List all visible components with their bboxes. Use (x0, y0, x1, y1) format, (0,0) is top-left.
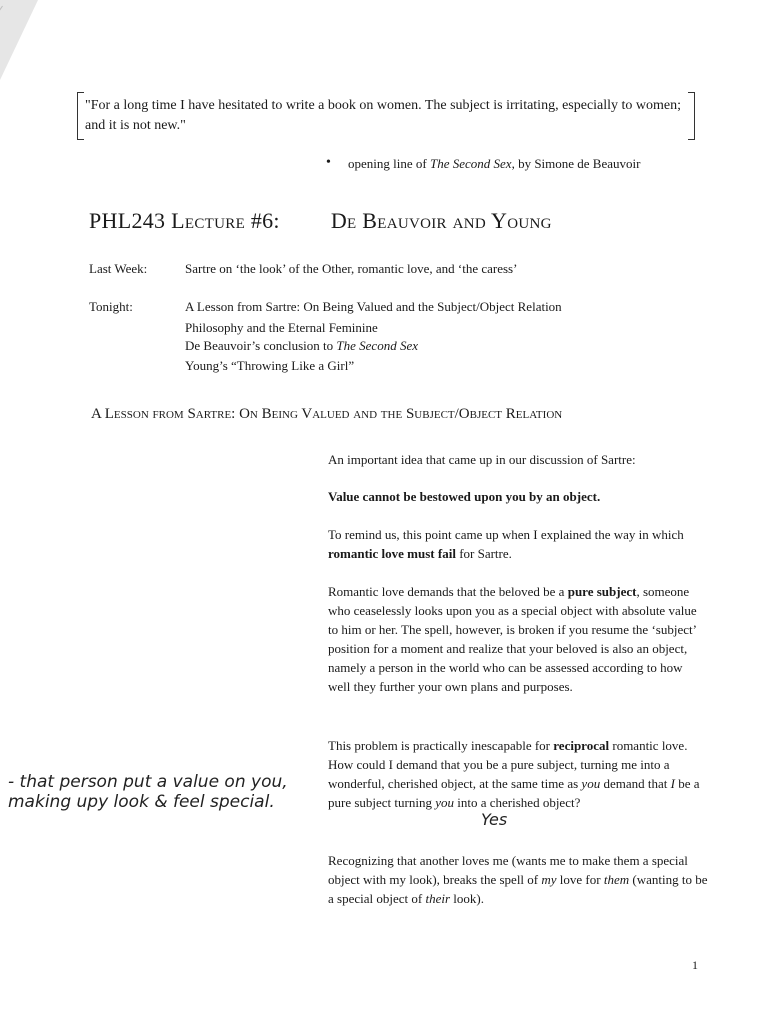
body-paragraph-6: Recognizing that another loves me (wants me to make them a special object with my look), breaks the spell of my love for them (wanting to be a special object of their look). (328, 853, 708, 906)
body-paragraph-3: To remind us, this point came up when I explained the way in which romantic love must fail for Sartre. (328, 527, 684, 561)
handwritten-margin-note: - that person put a value on you, making upy look & feel special. (8, 772, 288, 812)
quote-attribution (326, 155, 641, 172)
body-paragraph-2: Value cannot be bestowed upon you by an object. (328, 489, 601, 504)
tonight-label: Tonight: (89, 299, 133, 314)
body-paragraph-1: An important idea that came up in our discussion of Sartre: (328, 452, 636, 467)
attribution-suffix: , by Simone de Beauvoir (511, 156, 641, 171)
attribution-prefix: opening line of (348, 156, 430, 171)
last-week-text: Sartre on ‘the look’ of the Other, romantic love, and ‘the caress’ (185, 261, 518, 276)
page-corner-fold (0, 0, 38, 80)
course-title: PHL243 Lecture #6: (89, 208, 280, 233)
attribution-book: The Second Sex (429, 156, 512, 171)
section-heading: A Lesson from Sartre: On Being Valued and the Subject/Object Relation (91, 406, 563, 422)
tonight-item-3: De Beauvoir’s conclusion to The Second Sex (185, 338, 418, 353)
quote-bracket-right (688, 92, 695, 140)
lecture-title (89, 208, 552, 234)
tonight-item-2: Philosophy and the Eternal Feminine (185, 320, 378, 335)
last-week-label: Last Week: (89, 261, 148, 276)
opening-quote: "For a long time I have hesitated to write a book on women. The subject is irritating, especially to women; and it is not new." (85, 98, 682, 133)
topic-title: De Beauvoir and Young (330, 208, 552, 233)
page-number: 1 (692, 958, 698, 972)
handwritten-yes: Yes (481, 810, 508, 829)
bullet-icon: • (326, 155, 331, 170)
tonight-item-4: Young’s “Throwing Like a Girl” (185, 358, 355, 373)
body-paragraph-5: This problem is practically inescapable for reciprocal romantic love. How could I demand that you be a pure subject, turning me into a wonderful, cherished object, at the same time as you demand that I be a pure subject turning you into a cherished object? (328, 738, 700, 810)
body-paragraph-4: Romantic love demands that the beloved be a pure subject, someone who ceaselessly looks upon you as a special object with absolute value to him or her. The spell, however, is broken if you resume the ‘subject’ position for a moment and realize that your beloved is also an object, namely a person in the world who can be assessed according to how well they further your own plans and purposes. (328, 584, 697, 694)
tonight-item-1: A Lesson from Sartre: On Being Valued and the Subject/Object Relation (185, 299, 562, 314)
